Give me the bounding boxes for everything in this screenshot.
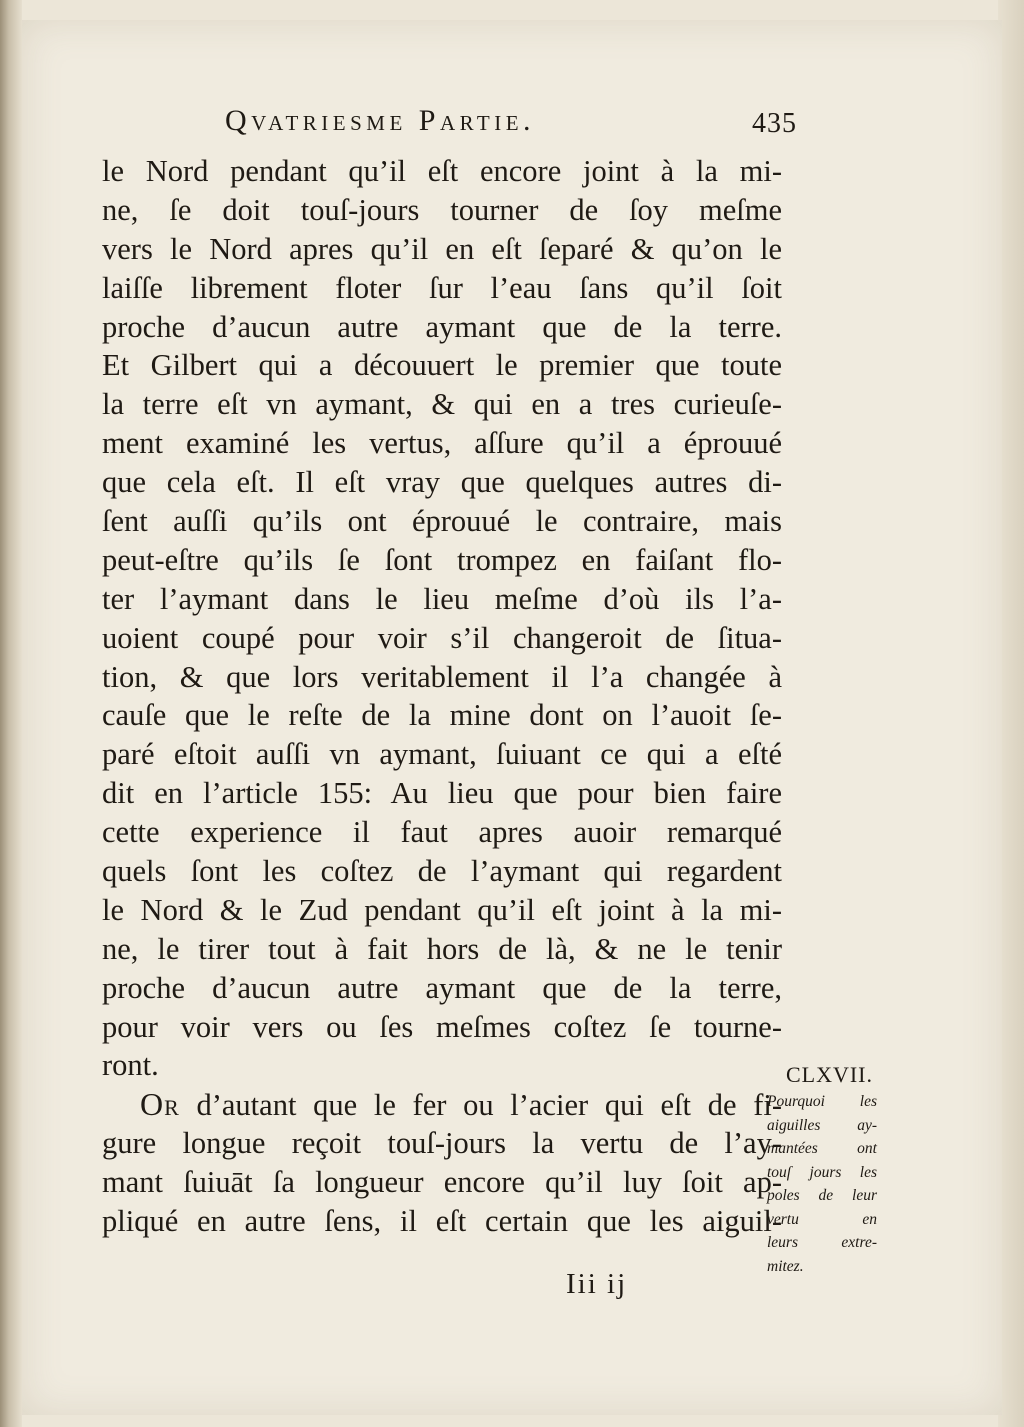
text-line: laiſſe librement floter ſur l’eau ſans qu’il ſoit <box>102 270 782 305</box>
text-line: ne, ſe doit touſ-jours tourner de ſoy meſme <box>102 192 782 227</box>
article-number: CLXVII. <box>785 1062 873 1087</box>
text-line: le Nord & le Zud pendant qu’il eſt joint à la mi- <box>102 892 782 927</box>
text-line: pour voir vers ou ſes meſmes coſtez ſe tourne- <box>102 1009 782 1044</box>
text-line: le Nord pendant qu’il eſt encore joint à la mi- <box>102 154 782 188</box>
text-line: vers le Nord apres qu’il en eſt ſeparé & qu’on le <box>102 231 782 266</box>
page-number: 435 <box>752 108 797 139</box>
text-line: uoient coupé pour voir s’il changeroit de ſitua- <box>102 620 782 655</box>
text-line: la terre eſt vn aymant, & qui en a tres curieuſe- <box>102 387 782 422</box>
text-line: ſent auſſi qu’ils ont éprouué le contraire, mais <box>102 504 782 539</box>
text-line: dit en l’article 155: Au lieu que pour bien faire <box>102 776 782 811</box>
text-line: mant ſuiuāt ſa longueur encore qu’il luy ſoit ap- <box>102 1165 782 1200</box>
margin-note-line: poles de leur <box>767 1187 877 1204</box>
margin-note-line: Pourquoi les <box>767 1093 877 1110</box>
text-line: ment examiné les vertus, aſſure qu’il a éprouué <box>102 426 782 461</box>
margin-note-line: mitez. <box>767 1257 804 1275</box>
margin-note-line: touſ jours les <box>767 1163 877 1181</box>
main-text <box>102 152 782 1241</box>
text-line: quels ſont les coſtez de l’aymant qui regardent <box>102 854 782 889</box>
binding-edge <box>0 0 22 1427</box>
book-page <box>22 20 1002 1415</box>
text-line: cauſe que le reſte de la mine dont on l’auoit ſe- <box>102 698 782 733</box>
text-line: tion, & que lors veritablement il l’a changée à <box>102 659 782 694</box>
margin-note-line: mantées ont <box>767 1140 877 1157</box>
text-line: ront. <box>102 1048 159 1083</box>
text-line: proche d’aucun autre aymant que de la terre, <box>102 970 782 1005</box>
text-line: ne, le tirer tout à fait hors de là, & ne le tenir <box>102 931 782 966</box>
margin-note-line: aiguilles ay- <box>767 1116 877 1134</box>
text-line: pliqué en autre ſens, il eſt certain que les aiguil- <box>102 1204 782 1239</box>
running-title: Qvatriesme Partie. <box>225 104 536 137</box>
initial-letters: Or <box>140 1086 180 1123</box>
margin-note-line: leurs extre- <box>767 1234 877 1251</box>
signature-mark: Iii ij <box>566 1268 628 1300</box>
margin-note <box>767 1060 877 1278</box>
opening-line-text: d’autant que le fer ou l’acier qui eſt de fi- <box>179 1088 782 1123</box>
margin-note-line: vertu en <box>767 1210 877 1228</box>
text-line: paré eſtoit auſſi vn aymant, ſuiuant ce qui a eſté <box>102 737 782 772</box>
text-line: cette experience il faut apres auoir remarqué <box>102 815 782 850</box>
text-line: que cela eſt. Il eſt vray que quelques autres di- <box>102 465 782 500</box>
text-line: Et Gilbert qui a découuert le premier que toute <box>102 348 782 383</box>
text-line: ter l’aymant dans le lieu meſme d’où ils l’a- <box>102 581 782 616</box>
paragraph-opening-line <box>102 1085 782 1124</box>
text-line: peut-eſtre qu’ils ſe ſont trompez en faiſant flo- <box>102 542 782 577</box>
text-line: proche d’aucun autre aymant que de la terre. <box>102 309 782 344</box>
running-head <box>207 104 797 148</box>
text-line: gure longue reçoit touſ-jours la vertu de l’ay- <box>102 1126 782 1161</box>
